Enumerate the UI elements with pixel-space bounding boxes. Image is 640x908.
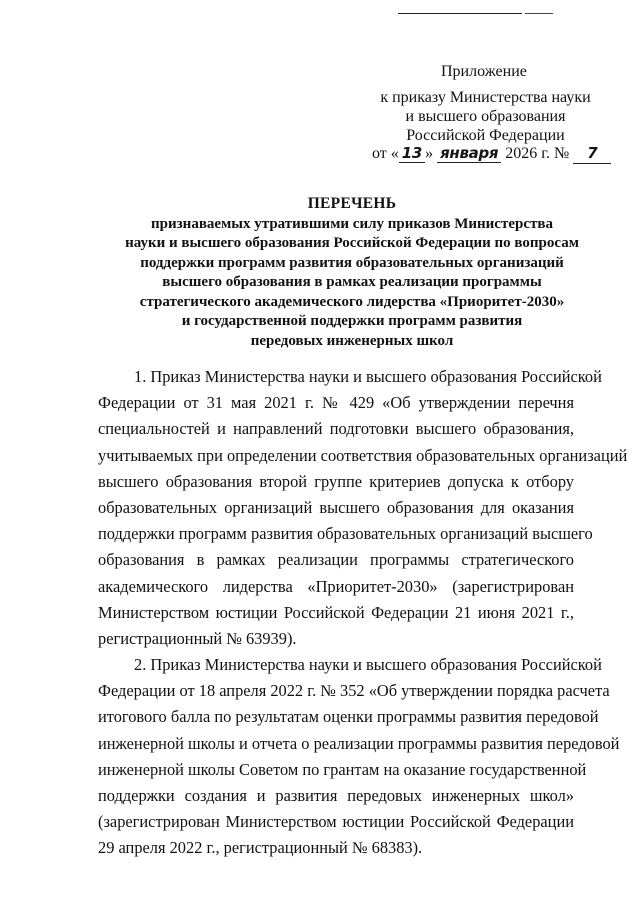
order-prefix: от « bbox=[372, 145, 399, 162]
top-rule bbox=[398, 13, 522, 14]
heading-line: поддержки программ развития образовательных организаций bbox=[140, 254, 564, 271]
item-line: инженерной школы и отчета о реализации программы развития передовой bbox=[98, 733, 620, 753]
item-line: Министерством юстиции Российской Федерации 21 июня 2021 г., bbox=[98, 602, 574, 622]
item-line: учитываемых при определении соответствия образовательных организаций bbox=[98, 445, 628, 465]
heading-line: науки и высшего образования Российской Федерации по вопросам bbox=[125, 235, 579, 251]
order-number-handwritten: 7 bbox=[573, 143, 611, 164]
appendix-title: Приложение bbox=[441, 63, 527, 80]
item-line: регистрационный № 63939). bbox=[98, 628, 297, 648]
heading-line: высшего образования в рамках реализации программы bbox=[162, 274, 542, 290]
heading-line: и государственной поддержки программ развития bbox=[181, 313, 523, 329]
heading-line: стратегического академического лидерства «Приоритет-2030» bbox=[139, 293, 565, 310]
item-line: образования в рамках реализации программы стратегического bbox=[98, 550, 574, 570]
order-quote-close: » bbox=[425, 145, 434, 162]
item-line: поддержки программ развития образовательных организаций высшего bbox=[98, 524, 593, 544]
order-year: 2026 г. № bbox=[505, 145, 570, 162]
item-line: Федерации от 31 мая 2021 г. № 429 «Об утверждении перечня bbox=[98, 393, 574, 413]
order-day-handwritten: 13 bbox=[399, 144, 425, 163]
list-item-2 bbox=[98, 652, 620, 862]
heading-line: передовых инженерных школ bbox=[250, 332, 454, 349]
appendix-line: и высшего образования bbox=[405, 108, 566, 125]
item-line: Федерации от 18 апреля 2022 г. № 352 «Об утверждении порядка расчета bbox=[98, 681, 610, 701]
top-rule-short bbox=[525, 13, 553, 14]
item-line: академического лидерства «Приоритет-2030» (зарегистрирован bbox=[98, 576, 574, 596]
appendix-reference bbox=[368, 88, 603, 145]
item-line: высшего образования второй группе критериев допуска к отбору bbox=[98, 471, 574, 491]
order-month-handwritten: января bbox=[437, 144, 501, 163]
item-line: 1. Приказ Министерства науки и высшего образования Российской bbox=[134, 367, 602, 386]
item-line: (зарегистрирован Министерством юстиции Российской Федерации bbox=[98, 812, 574, 832]
order-date-line bbox=[372, 143, 611, 164]
document-body bbox=[98, 364, 628, 862]
heading-title: ПЕРЕЧЕНЬ bbox=[307, 195, 397, 212]
document-heading bbox=[0, 194, 640, 351]
item-line: итогового балла по результатам оценки программы развития передовой bbox=[98, 707, 599, 727]
appendix-line: Российской Федерации bbox=[406, 127, 565, 144]
appendix-line: к приказу Министерства науки bbox=[380, 89, 591, 106]
item-line: специальностей и направлений подготовки высшего образования, bbox=[98, 419, 574, 439]
item-line: 2. Приказ Министерства науки и высшего образования Российской bbox=[134, 655, 602, 675]
list-item-1 bbox=[98, 364, 628, 652]
item-line: поддержки создания и развития передовых инженерных школ» bbox=[98, 786, 574, 805]
item-line: 29 апреля 2022 г., регистрационный № 68383). bbox=[98, 838, 423, 858]
heading-line: признаваемых утратившими силу приказов Министерства bbox=[151, 215, 553, 232]
item-line: инженерной школы Советом по грантам на оказание государственной bbox=[98, 759, 587, 779]
item-line: образовательных организаций высшего образования для оказания bbox=[98, 497, 574, 517]
